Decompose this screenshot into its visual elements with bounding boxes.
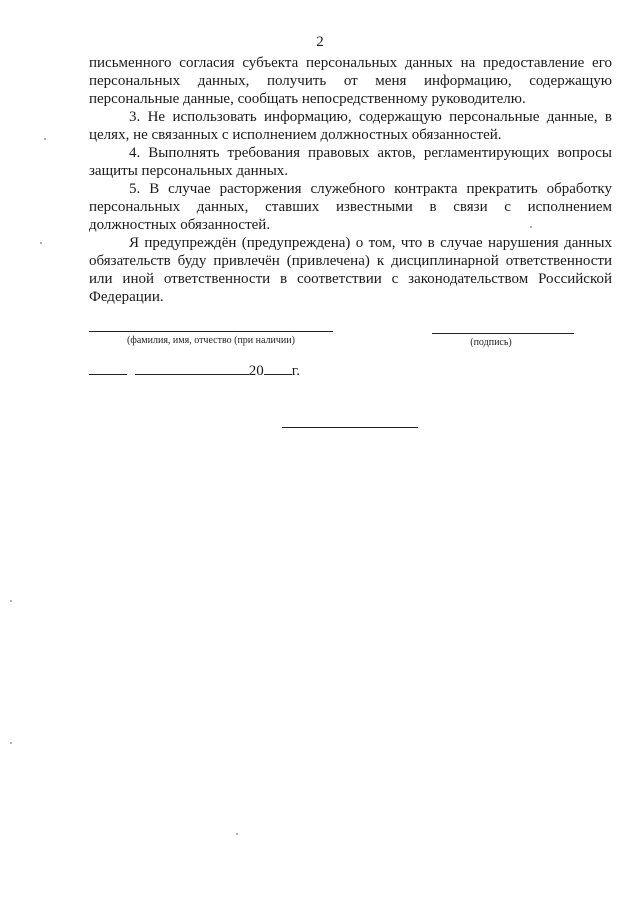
scan-speck <box>10 742 12 744</box>
scan-speck <box>10 600 12 602</box>
day-blank <box>89 360 127 375</box>
paragraph-item-5: 5. В случае расторжения служебного контракта прекратить обработку персональных данных, ставших известными в связи с исполнением должностных обязанностей. <box>89 181 612 233</box>
signature-underline <box>432 333 574 334</box>
scan-speck <box>44 138 46 140</box>
scan-speck <box>40 242 42 244</box>
paragraph-item-3: 3. Не использовать информацию, содержащую персональные данные, в целях, не связанных с исполнением должностных обязанностей. <box>89 109 612 143</box>
year-prefix: 20 <box>248 363 264 379</box>
year-suffix: г. <box>291 363 300 379</box>
document-body <box>89 54 612 306</box>
paragraph-continuation: письменного согласия субъекта персональных данных на предоставление его персональных данных, получить от меня информацию, содержащую персональные данные, сообщать непосредственному руководителю. <box>89 55 612 107</box>
paragraph-item-4: 4. Выполнять требования правовых актов, регламентирующих вопросы защиты персональных данных. <box>89 145 612 179</box>
name-underline <box>89 331 333 332</box>
year-blank <box>264 360 292 375</box>
page-number: 2 <box>316 34 324 50</box>
date-line <box>89 360 300 380</box>
paragraph-warning: Я предупреждён (предупреждена) о том, что в случае нарушения данных обязательств буду привлечён (привлечена) к дисциплинарной ответственности или иной ответственности в соответствии с законодательством Российской Федерации. <box>89 235 612 305</box>
scan-speck <box>236 833 238 835</box>
signature-caption: (подпись) <box>470 337 512 348</box>
closing-rule <box>282 427 418 428</box>
scan-speck <box>530 226 532 228</box>
name-caption: (фамилия, имя, отчество (при наличии) <box>127 335 295 346</box>
month-blank <box>135 360 249 375</box>
